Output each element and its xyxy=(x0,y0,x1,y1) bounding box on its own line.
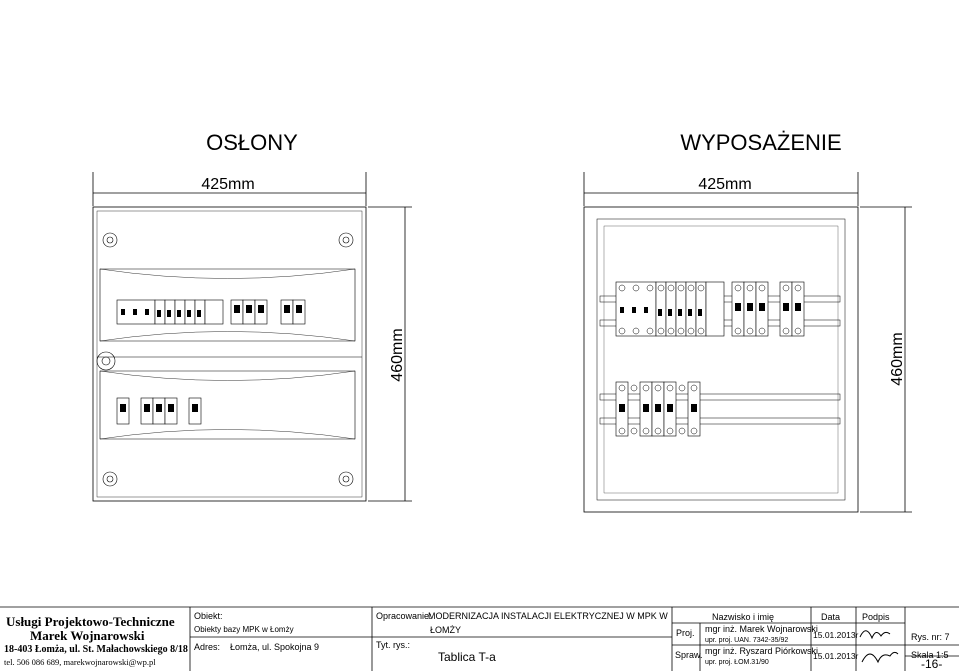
left-height-label: 460mm xyxy=(389,328,406,382)
proj-label: Proj. xyxy=(676,628,695,638)
prepared-label: Opracowanie: xyxy=(376,611,432,621)
check-date: 15.01.2013r xyxy=(813,651,859,661)
object-label: Obiekt: xyxy=(194,611,223,621)
check-label: Spraw. xyxy=(675,650,703,660)
company-address: 18-403 Łomża, ul. St. Małachowskiego 8/18 xyxy=(4,644,188,655)
col-date-header: Data xyxy=(821,612,841,622)
signature-spraw xyxy=(862,652,898,662)
col-sign-header: Podpis xyxy=(862,612,890,622)
address-value: Łomża, ul. Spokojna 9 xyxy=(230,642,320,652)
left-bottom-window xyxy=(100,371,355,439)
right-title: WYPOSAŻENIE xyxy=(680,130,842,155)
prepared-value: MODERNIZACJA INSTALACJI ELEKTRYCZNEJ W MPK W xyxy=(428,611,668,621)
proj-name: mgr inż. Marek Wojnarowski xyxy=(705,624,818,634)
proj-license: upr. proj. UAN. 7342-35/92 xyxy=(705,637,789,644)
left-cover-screws xyxy=(97,233,353,486)
right-width-label: 425mm xyxy=(698,176,752,193)
address-label: Adres: xyxy=(194,642,221,652)
scale: Skala 1:5 xyxy=(911,650,949,660)
company-name-2: Marek Wojnarowski xyxy=(30,628,145,643)
prepared-value-2: ŁOMŻY xyxy=(430,625,462,635)
company-contact: tel. 506 086 689, marekwojnarowski@wp.pl xyxy=(4,657,156,667)
right-height-label: 460mm xyxy=(889,332,906,386)
sheet-number: Rys. nr: 7 xyxy=(911,632,950,642)
check-name: mgr inż. Ryszard Piórkowski xyxy=(705,646,819,656)
left-title: OSŁONY xyxy=(206,130,298,155)
left-width-label: 425mm xyxy=(201,176,255,193)
page-number: -16- xyxy=(921,657,943,671)
right-enclosure-frame xyxy=(584,207,858,512)
signature-proj xyxy=(860,631,890,638)
proj-date: 15.01.2013r xyxy=(813,630,859,640)
drawing-title-value: Tablica T-a xyxy=(438,650,496,664)
drawing-title-label: Tyt. rys.: xyxy=(376,640,411,650)
object-value: Obiekty bazy MPK w Łomży xyxy=(194,625,294,634)
check-license: upr. proj. ŁOM.31/90 xyxy=(705,659,769,666)
left-cover-frame xyxy=(93,207,366,501)
company-name-1: Usługi Projektowo-Techniczne xyxy=(6,614,175,629)
col-name-header: Nazwisko i imię xyxy=(712,612,775,622)
